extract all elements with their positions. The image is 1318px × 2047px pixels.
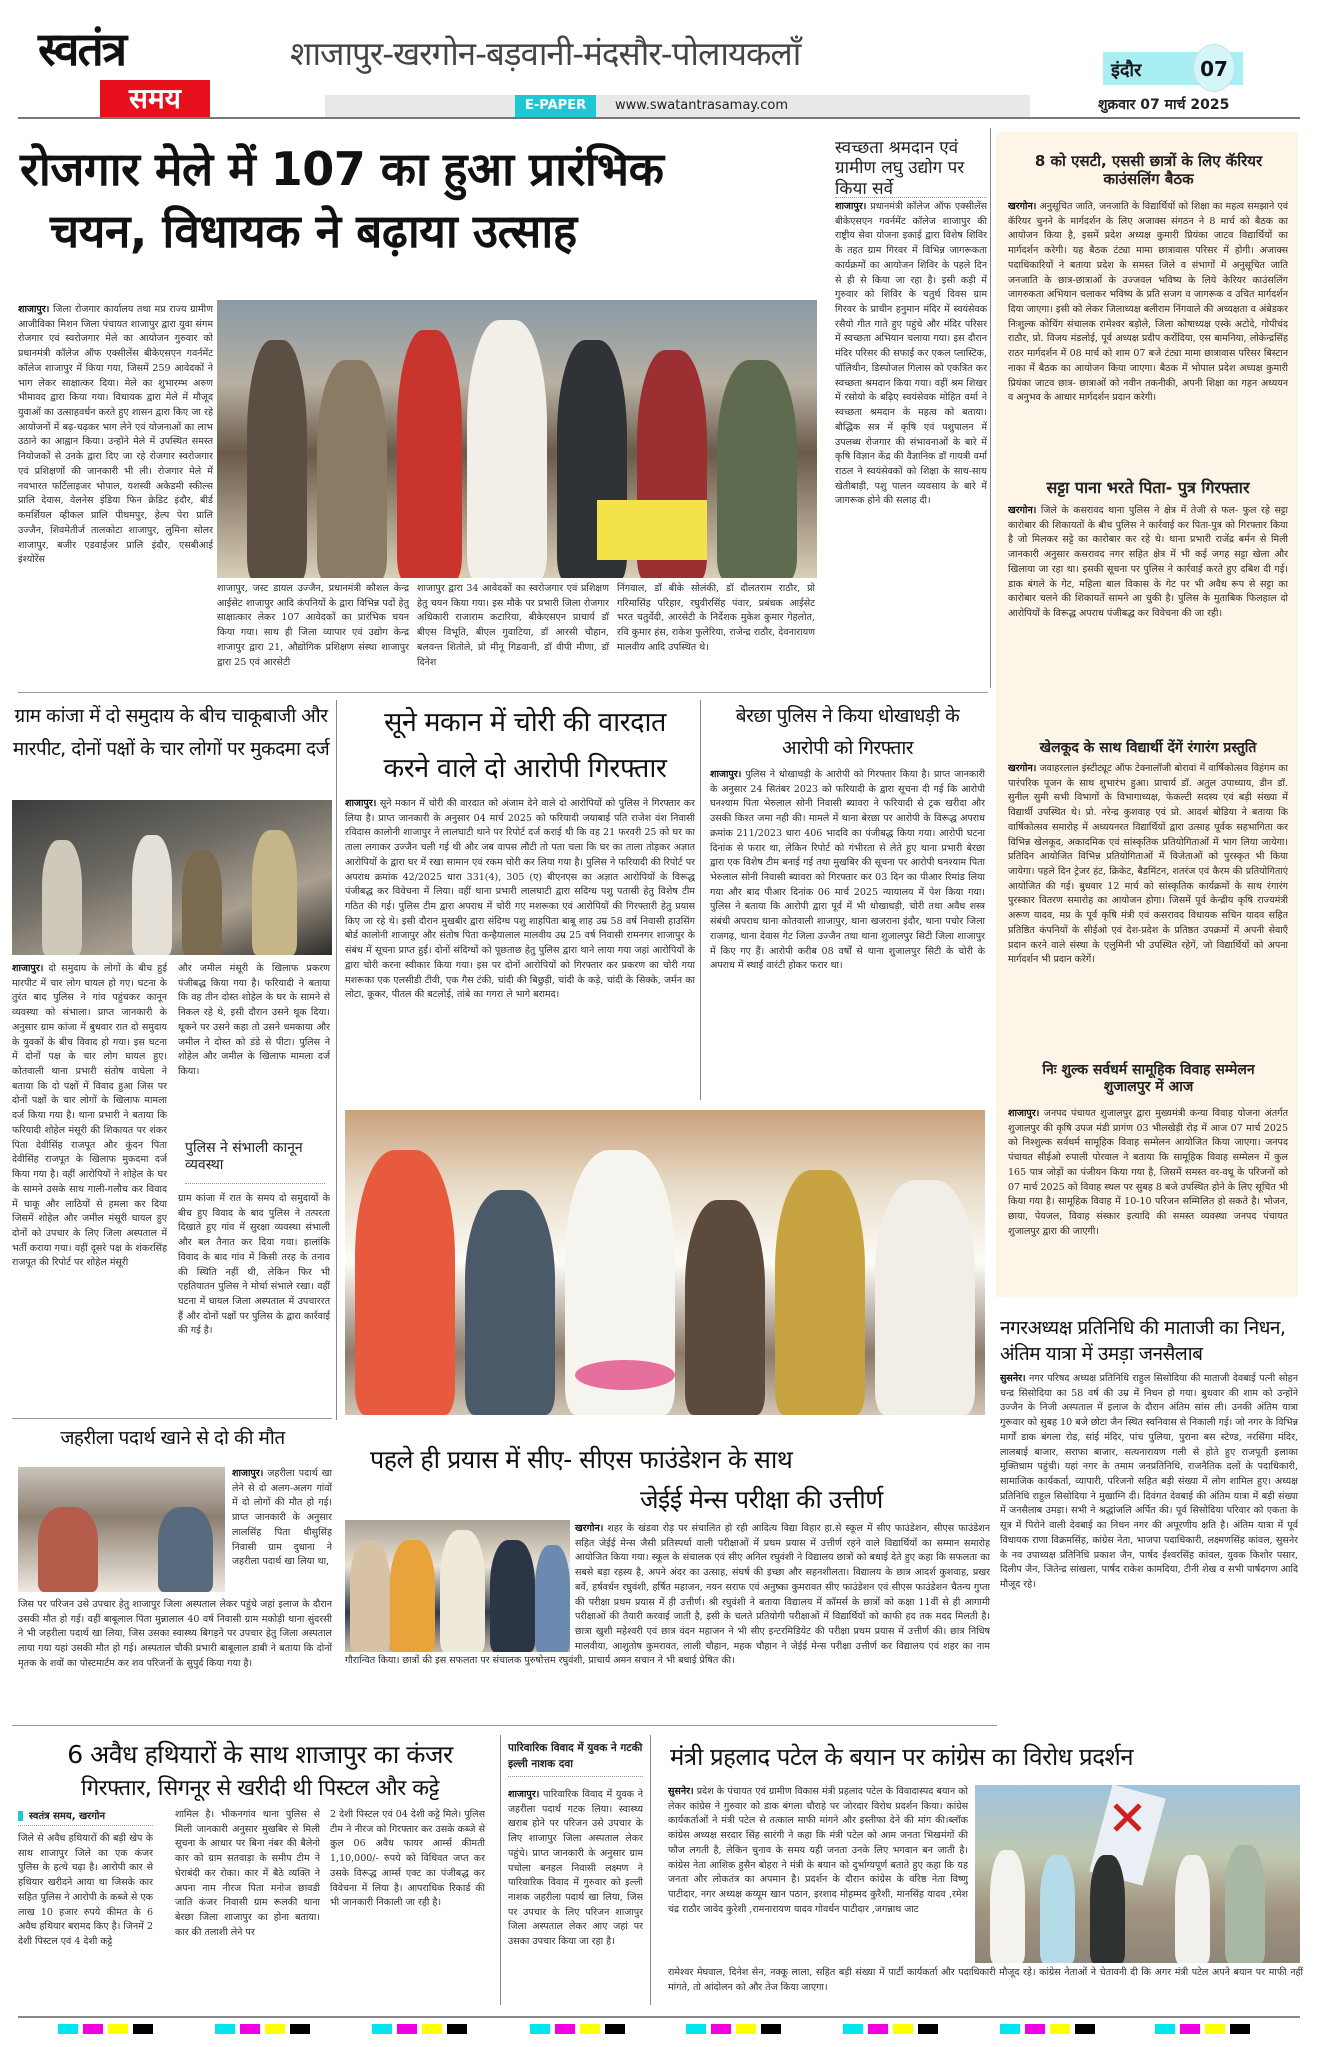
registration-mark xyxy=(868,2024,888,2034)
registration-mark xyxy=(580,2024,600,2034)
congress-body: सुसनेर। प्रदेश के पंचायत एवं ग्रामीण विकास मंत्री प्रहलाद पटेल के विवादास्पद बयान को लेकर कांग्रेस ने गुरुवार को डाक बंगला चौराहे पर जोरदार विरोध प्रदर्शन किया। कांग्रेस कार्यकर्ताओं ने मंत्री पटेल से तत्काल माफी मांगने और इस्तीफा देने की मांग की।ब्लॉक कांग्रेस अध्यक्ष सरदार सिंह सारंगी ने कहा कि मंत्री पटेल को आम जनता भिखमंगों की फौज लगती है, लेकिन चुनाव के समय यही जनता उनके लिए भगवान बन जाती है। कांग्रेस नेता आशिक हुसैन बोहरा ने मंत्री के बयान को दुर्भाग्यपूर्ण बताते हुए कहा कि यह जनता और लोकतंत्र का अपमान है। प्रदर्शन के दौरान कांग्रेस के वरिष्ठ नेता विष्णु पाटीदार, नगर अध्यक्ष कय्यूम खान पठान, इरशाद मोहम्मद कुरैशी, मानसिंह यादव ,रमेश चंद्र राठौर जावेद कुरेशी ,रामनारायण यादव गोवर्धन पाटीदार ,जगन्नाथ जाट xyxy=(668,1786,968,1915)
career-body: खरगोन। अनुसूचित जाति, जनजाति के विद्यार्थियों को शिक्षा का महत्व समझाने एवं कॅरियर चुनने के मार्गदर्शन के लिए अजाक्स संगठन ने 8 मार्च को बैठक का आयोजन किया है, इसमें प्रदेश अध्यक्ष कुमारी प्रियंका जाटव विद्यार्थियों का मार्गदर्शन करेगी। यह बैठक टंट्या मामा छात्रावास परिसर में होगी। अजाक्स पदाधिकारियों ने बताया प्रदेश के समस्त जिले व संभागों में अनुसूचित जाति जनजाति के छात्र-छात्राओं के उज्जवल भविष्य के लिये केरियर काउंसलिंग जागरुकता अभियान चलाकर भविष्य के प्रति सजग व जागरूक व उचित मार्गदर्शन दिया जाएगा। इसी को लेकर जिलाध्यक्ष बलीराम निंगवाले की अध्यक्षता व अंबेडकर निःशुल्क कोचिंग संचालक रामेश्वर बड़ोले, जिला कोषाध्यक्ष एस्के अटोदे, गोपीचंद राठौर, प्रो. विजय मंडलोई, पूर्व अध्यक्ष प्रदीप करोंदिया, एस बामनिया, लोकेन्द्रसिंह राठर मार्गदर्शन में 08 मार्च को शाम 07 बजे टंट्या मामा छात्रावास परिसर बिस्टान नाका में बैठक का आयोजन किया जाएगा। बैठक में भोपाल प्रदेश अध्यक्ष कुमारी प्रियंका जाटव छात्र- छात्राओं को नवीन तकनीकी, अपनी शिक्षा का गहन अध्ययन व अनुभव के आधार मार्गदर्शन प्रदान करेगी। xyxy=(1008,201,1288,404)
registration-mark xyxy=(83,2024,103,2034)
masthead xyxy=(0,0,1318,118)
lead-headline-line2: चयन, विधायक ने बढ़ाया उत्साह xyxy=(50,204,577,258)
ca-headline: पहले ही प्रयास में सीए- सीएस फाउंडेशन के साथ जेईई मेन्स परीक्षा की उत्तीर्ण xyxy=(370,1445,883,1514)
lead-col4: निंगवाल, डॉ बीके सोलंकी, डॉ दौलतराम राठौर, प्रो गरिमासिंह परिहार, रघुवीरसिंह पंवार, प्रबंधक आईसेट भरत चतुर्वेदी, आरसेटी के निर्देशक मुकेश कुमार गेहलोत, रवि कुमार हंस, राकेश फुलेरिया, राजेन्द्र राठौर, देवनारायण मालवीय आदि उपस्थित थे। xyxy=(617,583,815,653)
byline-marker xyxy=(18,1811,23,1821)
swachhta-body: शाजापुर। प्रधानमंत्री कॉलेज ऑफ एक्सीलेंस बीकेएसएन गवर्नमेंट कॉलेज शाजापुर की राष्ट्रीय सेवा योजना इकाई द्वारा विशेष शिविर के तहत ग्राम गिरवर में विभिन्न जागरूकता कार्यक्रमों का आयोजन शिविर के पहले दिन से ही से किया जा रहा है। इसी कड़ी में गुरुवार को शिविर के चतुर्थ दिवस ग्राम गिरवर के प्राचीन हनुमान मंदिर में स्वयंसेवक रसैयो गीत गाते हुए पहुंचे और मंदिर परिसर में स्वच्छता अभियान चलाया गया। इस दौरान मंदिर परिसर की सफाई कर एकल प्लास्टिक, पॉलिथीन, डिस्पोजल गिलास को एकत्रित कर स्वच्छता श्रमदान किया गया। वहीं श्रम शिखर में रसोयो के बढ़िए स्वयंसेवक मोहित वर्मा ने स्वच्छता श्रमदान के महत्व को बताया। बौद्धिक सत्र में कृषि एवं पशुपालन में उपलब्ध रोजगार की संभावनाओं के बारे में कृषि विज्ञान केंद्र की वैज्ञानिक डॉ गायत्री वर्मा राठल ने स्वयंसेवकों को शिक्षा के साथ-साथ खेतीबाड़ी, पशु पालन व्यवसाय के बारे में जागरूक होने की सलाह दी। xyxy=(835,201,987,507)
epaper-bar xyxy=(325,95,1030,117)
lead-col1: शाजापुर। जिला रोजगार कार्यालय तथा मप्र राज्य ग्रामीण आजीविका मिशन जिला पंचायत शाजापुर द्वारा युवा संगम रोजगार एवं स्वरोजगार मेले का आयोजन गुरुवार को प्रधानमंत्री कॉलेज ऑफ एक्सीलेंस बीकेएसएन गवर्नमेंट कॉलेज शाजापुर में किया गया, जिसमें 259 आवेदकों ने भाग लेकर साक्षात्कर दिया। मेले का शुभारम्भ अरुण भीमावद द्वारा किया गया। विधायक द्वारा मेले में मौजूद युवाओं का उत्साहवर्धन करते हुए शासन द्वारा किए जा रहे आयोजनों में बढ़-चढ़कर भाग लेने एवं योजनाओं का लाभ उठाने का आह्वान किया। उन्होंने मेले में उपस्थित समस्त नियोजकों से उनके द्वारा दिए जा रहे रोजगार स्वरोजगार एवं प्रशिक्षणों की जानकारी भी ली। रोजगार मेले में नवभारत फर्टिलाइजर भोपाल, यशस्वी अकेडमी स्कील्स प्रालि देवास, वेलनेस इंडिया फिन क्रेडिट इंदौर, बीर्ड कमर्शियल व्हीकल प्रालि पीथमपुर, हेल्प पेरा प्रालि उज्जैन, शिवमेतीर्ज तालकोटा शाजापुर, लुमिना सोलर शाजापुर, बजीर एडवाईजर प्रालि इंदौर, एसबीआई इंश्योरेंस xyxy=(18,304,213,566)
page-number: 07 xyxy=(1193,44,1235,92)
kanja-col1: शाजापुर। दो समुदाय के लोगों के बीच हुई मारपीट में चार लोग घायल हो गए। घटना के तुरंत बाद पुलिस ने गांव पहुंचकर कानून व्यवस्था को संभाला। प्राप्त जानकारी के अनुसार ग्राम कांजा में बुधवार रात दो समुदाय के युवकों के बीच विवाद हो गया। इस घटना में दोनों पक्ष के चार लोग घायल हुए। कोतवाली थाना प्रभारी संतोष वाघेला ने बताया कि दो पक्षों में विवाद हुआ जिस पर दोनों पक्षों के चार लोगों के खिलाफ मामला दर्ज किया गया है। थाना प्रभारी ने बताया कि फरियादी शोहेल मंसूरी की शिकायत पर शंकर पिता देवीसिंह राजपूत और कुंदन पिता देवीसिंह राजपूत के खिलाफ मुकदमा दर्ज किया गया है। वहीं आरोपियों ने शोहेल के घर के सामने उसके साथ गाली-गलौच कर विवाद में चाकू और लाठियों से हमला कर दिया जिसमें शोहेल और जमील मंसूरी घायल हुए दोनों को उपचार के लिए जिला अस्पताल में भर्ती कराया गया। वहीं दूसरे पक्ष के शंकरसिंह राजपूत की रिपोर्ट पर शोहेल मंसूरी xyxy=(12,963,167,1269)
city-label: इंदौर xyxy=(1111,60,1142,81)
khelkud-headline: खेलकूद के साथ विद्यार्थी देंगें रंगारंग प्रस्तुति xyxy=(1039,740,1257,756)
registration-mark xyxy=(918,2024,938,2034)
parivarik-headline: पारिवारिक विवाद में युवक ने गटकी इल्ली नाशक दवा xyxy=(508,1742,643,1770)
logo-bottom: समय xyxy=(100,80,210,118)
hathiyar-col3: 2 देशी पिस्टल एवं 04 देशी कट्टे मिले। पुलिस टीम ने नीरज को गिरफ्तार कर उसके कब्जे से कुल 06 अवैध फायर आर्म्स कीमती 1,10,000/- रुपये को विधिवत जप्त कर उसके विरूद्ध आर्म्स एक्ट का पंजीबद्ध कर विवेचना में लिया है। आपराधिक रिकार्ड की भी जानकारी निकाली जा रही है। xyxy=(330,1809,485,1909)
ca-body: खरगोन। शहर के खंडवा रोड़ पर संचालित हो रही आदित्य विद्या विहार हा.से स्कूल में सीए फाउंडेशन, सीएस फाउंडेशन सहित जेईई मेन्स जैसी प्रतिस्पर्धा वाली परीक्षाओं में प्रथम प्रयास में उत्तीर्ण रहने वाले विद्यार्थियों का सम्मान समारोह आयोजित किया गया। स्कूल के संचालक एवं सीए अनिल रघुवंशी ने विद्यालय छात्रों को बधाई देते हुए कहा कि सफलता का सबसे बड़ा रहस्य है, अपने अंदर का उत्साह, संघर्ष की इच्छा और सहनशीलता। विद्यालय के छात्र आदर्श कुशवाह, प्रखर बर्वे, हर्षवर्धन रघुवंशी, हर्षित महाजन, नयन सराफ एवं अनुष्का कुमरावत सीए फाउंडेशन एवं सीएस फाउंडेशन चैतन्य गुप्ता की परीक्षा प्रथम प्रयास में ही उत्तीर्ण। श्री रघुवंशी ने बताया विद्यालय में कॉमर्स के छात्रों को कक्षा 11वीं से ही आगामी परीक्षाओं की तैयारी करवाई जाती है, इसी के चलते प्रतियोगी परीक्षाओं में विद्यार्थियों को काफी हद तक मदद मिलती है। छात्रा खुशी महेश्वरी एवं छात्र वंदन महाजन ने भी सीए इन्टरमिडियेट की परीक्षा प्रथम प्रयास में उत्तीर्ण की। छात्र निधिष मालवीया, आशुतोष कुमरावत, लाली चौहान, महक चौहान ने जेईई मेन्स परीक्षा उत्तीर्ण कर विद्यालय एवं शहर का नाम गौरान्वित किया। छात्रों की इस सफलता पर संचालक पुरुषोत्तम रघुवंशी, प्राचार्य अमन सचान ने भी बधाई प्रेषित की। xyxy=(345,1523,990,1667)
lead-headline-line1: रोजगार मेले में 107 का हुआ प्रारंभिक xyxy=(20,142,664,196)
congress-photo xyxy=(975,1785,1300,1963)
registration-mark xyxy=(1000,2024,1020,2034)
zehrila-side: शाजापुर। जहरीला पदार्थ खा लेने से दो अलग-अलग गांवों में दो लोगों की मौत हो गई। प्राप्त जानकारी के अनुसार लालसिंह पिता धीसुसिंह निवासी ग्राम दुधाना ने जहरीला पदार्थ खा लिया था, xyxy=(232,1468,332,1568)
registration-mark xyxy=(447,2024,467,2034)
logo-top: स्वतंत्र xyxy=(38,22,126,76)
lead-dateline: शाजापुर। xyxy=(18,304,50,315)
hathiyar-col2: शामिल है। भीकनगांव थाना पुलिस से मिली जानकारी अनुसार मुखबिर से मिली सूचना के आधार पर बिना नंबर की बैलेनो कार को ग्राम सतवाड़ा के समीप टीम ने घेराबंदी कर रोका। कार में बैठे व्यक्ति ने अपना नाम नीरज पिता मनोज छावडी जाति कंजर निवासी ग्राम रूलकी थाना बेरछा जिला शाजापुर का होना बताया। कार की तलाशी लेने पर xyxy=(175,1809,320,1938)
registration-mark xyxy=(58,2024,78,2034)
registration-mark xyxy=(530,2024,550,2034)
berchha-headline: बेरछा पुलिस ने किया धोखाधड़ी के आरोपी को गिरफ्तार xyxy=(735,705,960,759)
registration-mark xyxy=(215,2024,235,2034)
registration-mark xyxy=(372,2024,392,2034)
registration-mark xyxy=(1075,2024,1095,2034)
epaper-tag[interactable]: E-PAPER xyxy=(515,95,596,117)
registration-mark xyxy=(686,2024,706,2034)
registration-mark xyxy=(422,2024,442,2034)
registration-mark xyxy=(1230,2024,1250,2034)
registration-mark xyxy=(1025,2024,1045,2034)
nidhan-body: सुसनेर। नगर परिषद अध्यक्ष प्रतिनिधि राहुल सिसोदिया की माताजी देवबाई पत्नी सोहन चन्द्र सिसोदिया का 58 वर्ष की उम्र में निधन हो गया। बुधवार की शाम को उन्होंने उज्जैन के निजी अस्पताल में इलाज के दौरान अंतिम सांस ली। उनकी अंतिम यात्रा गुरूवार को सुबह 10 बजे छोटा जैन स्थित स्वनिवास से निकाली गई। जो नगर के विभिन्न मार्गों डाक बंगला रोड, सांई मंदिर, पांच पुलिया, पुराना बस स्टेण्ड, नरसिंगा मंदिर, लालबाई बाजार, सराफा बाजार, सत्यनारायण गली से होते हुए राजपूती इलाका मुक्तिधाम पहुंची। यहां नगर के तमाम जनप्रतिनिधि, राजनैतिक दलों के पदाधिकारी, सामाजिक कार्यकर्ता, व्यापारी, परिजनो सहित बड़ी संख्या में लोग शामिल हुए। अध्यक्ष प्रतिनिधि राहुल सिसोदिया ने मुखाग्नि दी। दिवंगत देवबाई की अंतिम यात्रा में बड़ी संख्या में जनसैलाब उमड़ा। सभी ने श्रद्धांजलि अर्पित की। पूर्व सिसोदिया परिवार को एकता के सूत्र में पिरोने वाली देवबाई का निधन नगर की अपूरणीय क्षति है। अंतिम यात्रा में पूर्व विधायक राणा विक्रमसिंह, कांग्रेस नेता, भाजपा पदाधिकारी, लक्ष्मणसिंह कांवल, सुसनेर के नव उपाध्यक्ष प्रतिनिधि प्रकाश जैन, पार्षद ईश्वरसिंह कांवल, युवक किशोर पसार, दिलीप जैन, जितेन्द्र सांखला, पार्षद राकेश कामदिया, टीनी शेख व सभी पार्षदगण आदि मौजूद रहे। xyxy=(1000,1373,1298,1591)
registration-mark xyxy=(133,2024,153,2034)
website-link[interactable]: www.swatantrasamay.com xyxy=(615,98,789,113)
parivarik-body: शाजापुर। पारिवारिक विवाद में युवक ने जहरीला पदार्थ गटक लिया। स्वास्थ्य खराब होने पर परिजन उसे उपचार के लिए शाजापुर जिला अस्पताल लेकर पहुंचे। प्राप्त जानकारी के अनुसार ग्राम पचोला बनहल निवासी लक्ष्मण ने पारिवारिक विवाद में गुरुवार को इल्ली नाशक जहरीला पदार्थ खा लिया, जिस पर उपचार के लिए परिजन शाजापुर जिला अस्पताल लेकर आए जहां पर उसका उपचार किया जा रहा है। xyxy=(508,1789,643,1948)
hathiyar-byline: स्वतंत्र समय, खरगोन xyxy=(18,1808,153,1822)
registration-mark xyxy=(711,2024,731,2034)
zehrila-body: जिस पर परिजन उसे उपचार हेतु शाजापुर जिला अस्पताल लेकर पहुंचे जहां इलाज के दौरान उसकी मौत हो गई। वहीं बाबूलाल पिता मुन्नालाल 40 वर्ष निवासी ग्राम मकोड़ी थाना सुंदरसी ने भी जहरीला पदार्थ खा लिया, जिस उसका स्वास्थ्य बिगड़ने पर उपचार हेतु जिला अस्पताल लाया गया यहां उसकी मौत हो गई। अस्पताल चौकी प्रभारी बाबूलाल डाबी ने बताया कि दोनों मृतक के शवों का पोस्टमार्टम कर शव परिजनों के सुपुर्द किया गया है। xyxy=(18,1599,332,1669)
registration-mark xyxy=(1180,2024,1200,2034)
registration-mark xyxy=(843,2024,863,2034)
chori-headline: सूने मकान में चोरी की वारदात करने वाले दो आरोपी गिरफ्तार xyxy=(383,707,667,784)
registration-mark xyxy=(736,2024,756,2034)
lead-headline xyxy=(20,138,820,262)
registration-mark xyxy=(397,2024,417,2034)
vivah-headline: निः शुल्क सर्वधर्म सामूहिक विवाह सम्मेलन शुजालपुर में आज xyxy=(1042,1062,1255,1095)
registration-mark xyxy=(108,2024,128,2034)
swachhta-headline: स्वच्छता श्रमदान एवं ग्रामीण लघु उद्योग पर किया सर्वे xyxy=(835,138,965,199)
registration-mark xyxy=(265,2024,285,2034)
lead-photo xyxy=(217,300,817,578)
kanja-col2: और जमील मंसूरी के खिलाफ प्रकरण पंजीबद्ध किया गया है। फरियादी ने बताया कि वह तीन दोस्त शोहेल के घर के सामने से निकल रहे थे, इसी दौरान उसने थूक दिया। थूकने पर उसने कहा तो उसने धमकाया और जमील ने दोस्त को डंडे से पीटा। पुलिस ने शोहेल और जमील के खिलाफ मामला दर्ज किया। xyxy=(178,963,330,1078)
color-registration-marks xyxy=(0,2022,1318,2036)
career-headline: 8 को एसटी, एससी छात्रों के लिए कॅरियर काउंसलिंग बैठक xyxy=(1034,152,1263,188)
registration-mark xyxy=(1155,2024,1175,2034)
berchha-body: शाजापुर। पुलिस ने धोखाधड़ी के आरोपी को गिरफ्तार किया है। प्राप्त जानकारी के अनुसार 24 सितंबर 2023 को फरियादी के द्वारा सूचना दी गई कि आरोपी घनश्याम पिता भेरुलाल सोनी निवासी ब्यावरा ने फरियादी से ट्रक खरीदा और उसकी किश्त जमा नही की। मामले में थाना बेरछा पर आरोपी के विरूद्ध अपराध क्रमांक 211/2023 धारा 406 भादवि का पंजीबद्ध किया गया। आरोपी घटना दिनांक से फरार था, लेकिन रिपोर्ट को गंभीरता से लेते हुए थाना प्रभारी बेरछा द्वारा एक विशेष टीम बनाई गई तथा मुखबिर की सूचना पर आरोपी घनश्याम पिता भेरुलाल सोनी निवासी ब्यावरा को गिरफ्तार कर 03 दिन का पीआर रिमांड लिया गया और बाद पीआर दिनांक 06 मार्च 2025 न्यायालय में पेश किया गया। पुलिस ने बताया कि आरोपी द्वारा पूर्व में भी धोखाधड़ी, चोरी तथा अवैध शस्त्र संबंधी अपराध थाना कोतवाली शाजापुर, थाना खजराना इंदौर, थाना पचोर जिला राजगढ़, थाना देवास गेट जिला उज्जैन तथा थाना शुजालपुर सिटी जिला शाजापुर में किए गए हैं। आरोपी करीब 08 वर्षों से थाना शुजालपुर सिटी के चोरी के अपराध में स्थाई वारंटी होकर फरार था। xyxy=(710,769,985,972)
sidebar xyxy=(996,132,1298,1297)
satta-body: खरगोन। जिले के कसरावद थाना पुलिस ने क्षेत्र में तेजी से फल- फुल रहे सट्टा कारोबार की शिकायतों के बीच पुलिस ने कार्रवाई कर पिता-पुत्र को गिरफ्तार किया है जो मिलकर सट्टे का कारोबार कर रहे थे। थाना प्रभारी राजेंद्र बर्मन से मिली जानकारी अनुसार कसरावद नगर सहित क्षेत्र में भी कई जगह सट्टा खेला और खिलाया जा रहा था। इसकी सूचना पर पुलिस ने कार्रवाई करते हुए दबिश दी गई। डाक बंगले के गेट, महिला बाल विकास के गेट पर भी अवैध रूप से सट्टा का कारोबार चलने की शिकायतें सामने आ चुकी है। पुलिस के मुताबिक फिलहाल दो आरोपियों के विरूद्ध अपराध पंजीबद्ध कर विवेचना की जा रही। xyxy=(1008,505,1288,620)
regions-title: शाजापुर-खरगोन-बड़वानी-मंदसौर-पोलायकलाँ xyxy=(290,34,801,73)
chori-body: शाजापुर। सूने मकान में चोरी की वारदात को अंजाम देने वाले दो आरोपियों को पुलिस ने गिरफ्तार कर लिया है। प्राप्त जानकारी के अनुसार 04 मार्च 2025 को फरियादी जयाबाई पति राजेश वंश निवासी रविदास कालोनी शाजापुर ने लालघाटी थाने पर रिपोर्ट दर्ज कराई थी कि वह 21 फरवरी 25 को घर का ताला लगाकर उज्जैन चली गई थी और जब वापस लौटी तो पता चला कि घर का ताला तोड़कर अज्ञात आरोपियों के द्वारा घर में रखा सामान एवं रकम चोरी कर लिया गया है। पुलिस ने फरियादी की रिपोर्ट पर अपराध क्रमांक 42/2025 धारा 331(4), 305 (ए) बीएनएस का अज्ञात आरोपियों के विरूद्ध पंजीबद्ध कर विवेचना में लिया। वहीं थाना प्रभारी लालघाटी द्वारा सदिग्ध पशु पतासी हेतु विशेष टीम गठित की गई। पुलिस टीम द्वारा अपराध में चोरी गए मशरूका एवं आरोपियों की गिरफ्तारी हेतु प्रयास किए जा रहे थे। इसी दौरान मुखबीर द्वारा संदिग्ध पशु शाहपिता बाबू शाह उम्र 58 वर्ष निवासी हाउसिंग बोर्ड कालोनी शाजापुर और संतोष पिता कन्हैयालाल मालवीय उम्र 25 वर्ष निवासी रामनगर शाजापुर के संबंध में सूचना प्राप्त हुई। दोनों संदिग्धों को पूछताछ हेतु पुलिस द्वारा थाने लाया गया जहां आरोपियों के द्वारा चोरी करना स्वीकार किया गया। इस पर दोनों आरोपियों को गिरफ्तार कर प्रकरण का चोरी गया मशरूका एक एलसीडी टीवी, एक गैस टंकी, चांदी की बिछुड़ी, चांदी के कड़े, चांदी के सिक्के, जर्मन का लोटा, कूकर, पीतल की बटलोई, तांबे का गगरा ले भागे बरामद। xyxy=(345,798,695,1001)
hathiyar-col1: जिले से अवैध हथियारों की बड़ी खेप के साथ शाजापुर जिले का एक कंजर पुलिस के हत्थे चढ़ा है। आरोपी कार से हथियार खरीदने आया था जिसके कार सहित पुलिस ने आरोपी के कब्जे से एक लाख 10 हजार रुपये कीमत के 6 अवैध हथियार बरामद किए है। जिनमें 2 देशी पिस्टल एवं 4 देशी कट्टे xyxy=(18,1833,153,1948)
registration-mark xyxy=(1050,2024,1070,2034)
registration-mark xyxy=(893,2024,913,2034)
registration-mark xyxy=(290,2024,310,2034)
registration-mark xyxy=(761,2024,781,2034)
registration-mark xyxy=(555,2024,575,2034)
registration-mark xyxy=(240,2024,260,2034)
congress-tail: रामेश्वर मेघवाल, दिनेश सेन, नक्कू लाला, सहित बड़ी संख्या में पार्टी कार्यकर्ता और पदाधिकारी मौजूद रहे। कांग्रेस नेताओं ने चेतावनी दी कि अगर मंत्री पटेल अपने बयान पर माफी नहीं मांगते, तो आंदोलन को और तेज किया जाएगा। xyxy=(668,1967,1303,1993)
congress-headline: मंत्री प्रहलाद पटेल के बयान पर कांग्रेस का विरोध प्रदर्शन xyxy=(670,1743,1134,1771)
kanja-col2b: ग्राम कांजा में रात के समय दो समुदायों के बीच हुए विवाद के बाद पुलिस ने तत्परता दिखाते हुए गांव में सुरक्षा व्यवस्था संभाली और बल तैनात कर दिया गया। हालांकि विवाद के बाद गांव में किसी तरह के तनाव की स्थिति नहीं थी, लेकिन फिर भी एहतियातन पुलिस ने मोर्चा संभाले रखा। वहीं घटना में घायल जिला अस्पताल में उपचाररत हैं और दोनों पक्षों पर पुलिस के द्वारा कार्रवाई की गई है। xyxy=(178,1193,330,1337)
hathiyar-headline: 6 अवैध हथियारों के साथ शाजापुर का कंजर गिरफ्तार, सिगनूर से खरीदी थी पिस्टल और कट्टे xyxy=(67,1740,453,1801)
lead-col3: शाजापुर द्वारा 34 आवेदकों का स्वरोजगार एवं प्रशिक्षण हेतु चयन किया गया। इस मौके पर प्रभारी जिला रोजगार अधिकारी राजाराम कटारिया, बीकेएसएन प्राचार्य डॉ बीएस विभूति, बीएल गुवाटिया, डॉ आरसी चौहान, बलवन्त शितोले, प्रो मीनू गिडवानी, डॉ वीपी मीणा, डॉ दिनेश xyxy=(417,583,609,668)
khelkud-body: खरगोन। जवाहरलाल इंस्टीट्यूट ऑफ टेक्नालॉजी बोरावां में वार्षिकोत्सव विहंगम का पारंपरिक पूजन के साथ शुभारंभ हुआ। प्राचार्य डॉ. अतुल उपाध्याय, डीन डॉ. सुनील सुमी सभी विभागों के विभागाध्यक्ष, फेकल्टी सदस्य एवं बड़ी संख्या में विद्यार्थी उपस्थित थे। प्रो. नरेन्द्र कुशवाह एवं प्रो. आदर्श बोडिया ने बताया कि वार्षिकोत्सव समारोह में अध्ययनरत विद्यार्थियों द्वारा उत्साह पूर्वक सहभागिता कर विभिन्न खेलकूद, अकादमिक एवं सांस्कृतिक प्रतियोगिताओं में भाग लिया जायेगा। प्रतिदिन आयोजित विभिन्न प्रतियोगिताओं में विजेताओं को पुरस्कृत भी किया जायेगा। पहले दिन ट्रेजर हंट, क्रिकेट, बैडमिंटन, शतरंज एवं कैरम की प्रतियोगिताएं आयोजित की गई। बुधवार 12 मार्च को सांस्कृतिक कार्यक्रमों के साथ रंगारंग पुरस्कार वितरण समारोह का आयोजन होगा। जिसमें पूर्व केन्द्रीय कृषि राज्यमंत्री अरूण यादव, मप्र के पूर्व कृषि मंत्री एवं कसरावद विधायक सचिन यादव सहित प्रतिष्ठित कंपनियों के सीईओ एवं देश-प्रदेश के प्रतिष्ठत उपक्रमों में अपनी सेवाएँ प्रदान करने वाले संस्था के एलुमिनी भी उपस्थित रहेगें, जो विद्यार्थियों को अपना मार्गदर्शन भी प्रदान करेगें। xyxy=(1008,763,1288,966)
kanja-photo xyxy=(12,800,332,955)
issue-date: शुक्रवार 07 मार्च 2025 xyxy=(1098,97,1230,113)
registration-mark xyxy=(1205,2024,1225,2034)
lead-col2: शाजापुर, जस्ट डायल उज्जैन, प्रधानमंत्री कौशल केन्द्र आईसेट शाजापुर आदि कंपनियों के द्वारा विभिन्न पदों हेतु साक्षात्कार लेकर 107 आवेदकों का प्रारंभिक चयन किया गया। साथ ही जिला व्यापार एवं उद्योग केन्द्र शाजापुर द्वारा 21, औद्योगिक प्रशिक्षण संस्था शाजापुर द्वारा 25 एवं आरसेटी xyxy=(217,583,409,668)
nidhan-headline: नगरअध्यक्ष प्रतिनिधि की माताजी का निधन, अंतिम यात्रा में उमड़ा जनसैलाब xyxy=(1000,1317,1286,1365)
satta-headline: सट्टा पाना भरते पिता- पुत्र गिरफ्तार xyxy=(1046,478,1250,497)
kanja-headline: ग्राम कांजा में दो समुदाय के बीच चाकूबाजी और मारपीट, दोनों पक्षों के चार लोगों पर मुकदमा दर्ज xyxy=(12,705,330,760)
ceremony-photo xyxy=(345,1110,985,1415)
vivah-body: शाजापुर। जनपद पंचायत शुजालपुर द्वारा मुख्यमंत्री कन्या विवाह योजना अंतर्गत शुजालपुर की कृषि उपज मंडी प्रागंण 03 भीलखेड़ी रोड़ में आज 07 मार्च 2025 को निश्शुल्क सर्वधर्म सामूहिक विवाह सम्मेलन आयोजित किया जाएगा। जनपद पंचायत सीईओ रुपाली पोरवाल ने बताया कि सामूहिक विवाह सम्मेलन में कुल 165 पात्र जोड़ों का पंजीयन किया गया है, जिसमें समस्त वर-वधू के परिजनों को 07 मार्च 2025 को विवाह स्थल पर सुबह 8 बजे उपस्थित होने के लिए सूचित भी किया गया है। सामूहिक विवाह में 10-10 परिजन सम्मिलित हो सकते है। भोजन, छाया, पेयजल, विवाह संस्कार इत्यादि की समस्त व्यवस्था जनपद पंचायत शुजालपुर द्वारा की जाएगी। xyxy=(1008,1108,1288,1237)
registration-mark xyxy=(605,2024,625,2034)
kanja-subhead: पुलिस ने संभाली कानून व्यवस्था xyxy=(185,1140,303,1173)
zehrila-headline: जहरीला पदार्थ खाने से दो की मौत xyxy=(60,1427,285,1449)
zehrila-photo xyxy=(18,1467,225,1592)
